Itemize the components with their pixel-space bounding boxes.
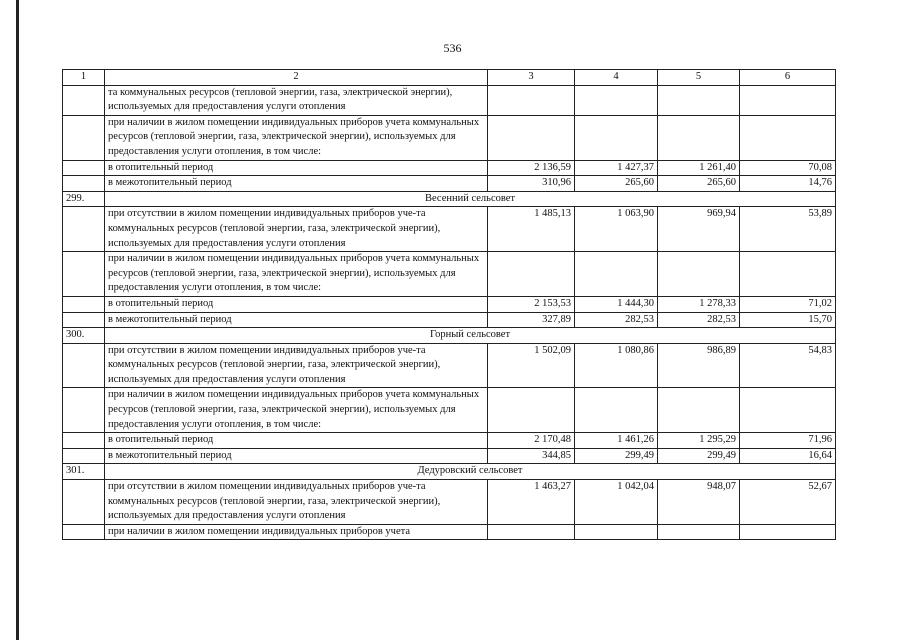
value-col-6: 70,08 xyxy=(740,160,836,176)
value-col-6 xyxy=(740,252,836,297)
value-col-4: 265,60 xyxy=(575,176,658,192)
value-col-6: 14,76 xyxy=(740,176,836,192)
row-number xyxy=(63,524,105,540)
value-col-5: 948,07 xyxy=(658,480,740,525)
section-title: Дедуровский сельсовет xyxy=(105,464,836,480)
row-number: 301. xyxy=(63,464,105,480)
value-col-4 xyxy=(575,115,658,160)
value-col-3: 2 153,53 xyxy=(488,296,575,312)
value-col-6 xyxy=(740,85,836,115)
row-number xyxy=(63,160,105,176)
value-col-4 xyxy=(575,524,658,540)
value-col-4: 1 063,90 xyxy=(575,207,658,252)
header-cell-4: 4 xyxy=(575,70,658,86)
row-description: в отопительный период xyxy=(105,296,488,312)
row-description: при наличии в жилом помещении индивидуальных приборов учета коммунальных ресурсов (тепловой энергии, газа, электрической энергии), используемых для предоставления услуги отопления, в том числе: xyxy=(105,252,488,297)
value-col-6: 71,96 xyxy=(740,433,836,449)
row-description: при наличии в жилом помещении индивидуальных приборов учета xyxy=(105,524,488,540)
value-col-3: 1 485,13 xyxy=(488,207,575,252)
value-col-3 xyxy=(488,85,575,115)
value-col-5: 986,89 xyxy=(658,343,740,388)
value-col-3: 1 502,09 xyxy=(488,343,575,388)
value-col-5: 969,94 xyxy=(658,207,740,252)
row-description: при наличии в жилом помещении индивидуальных приборов учета коммунальных ресурсов (тепловой энергии, газа, электрической энергии), используемых для предоставления услуги отопления, в том числе: xyxy=(105,115,488,160)
header-cell-5: 5 xyxy=(658,70,740,86)
value-col-6: 16,64 xyxy=(740,448,836,464)
value-col-6: 52,67 xyxy=(740,480,836,525)
table-row xyxy=(63,176,836,192)
table-row xyxy=(63,433,836,449)
value-col-5: 265,60 xyxy=(658,176,740,192)
value-col-3: 327,89 xyxy=(488,312,575,328)
tariff-table xyxy=(62,69,836,540)
row-number xyxy=(63,85,105,115)
row-number: 300. xyxy=(63,328,105,344)
table-row xyxy=(63,207,836,252)
value-col-5: 282,53 xyxy=(658,312,740,328)
value-col-6 xyxy=(740,524,836,540)
section-title-row xyxy=(63,328,836,344)
row-description: в отопительный период xyxy=(105,433,488,449)
row-description: в межотопительный период xyxy=(105,312,488,328)
value-col-4: 1 461,26 xyxy=(575,433,658,449)
row-description: в отопительный период xyxy=(105,160,488,176)
value-col-3 xyxy=(488,388,575,433)
value-col-3 xyxy=(488,252,575,297)
table-row xyxy=(63,343,836,388)
value-col-5 xyxy=(658,252,740,297)
value-col-4: 1 042,04 xyxy=(575,480,658,525)
value-col-3: 2 136,59 xyxy=(488,160,575,176)
value-col-5 xyxy=(658,388,740,433)
value-col-3 xyxy=(488,524,575,540)
row-number xyxy=(63,343,105,388)
value-col-3 xyxy=(488,115,575,160)
table-row xyxy=(63,115,836,160)
value-col-4 xyxy=(575,85,658,115)
value-col-5: 1 261,40 xyxy=(658,160,740,176)
value-col-5 xyxy=(658,115,740,160)
section-title: Горный сельсовет xyxy=(105,328,836,344)
value-col-3: 344,85 xyxy=(488,448,575,464)
row-number xyxy=(63,115,105,160)
value-col-4 xyxy=(575,252,658,297)
table-row xyxy=(63,252,836,297)
table-row xyxy=(63,312,836,328)
section-title-row xyxy=(63,191,836,207)
value-col-5 xyxy=(658,524,740,540)
section-title: Весенний сельсовет xyxy=(105,191,836,207)
page-number: 536 xyxy=(443,41,462,55)
row-description: та коммунальных ресурсов (тепловой энергии, газа, электрической энергии), используемых для предоставления услуги отопления xyxy=(105,85,488,115)
value-col-3: 310,96 xyxy=(488,176,575,192)
row-number xyxy=(63,433,105,449)
row-description: при отсутствии в жилом помещении индивидуальных приборов уче-та коммунальных ресурсов (тепловой энергии, газа, электрической энергии), используемых для предоставления услуги отопления xyxy=(105,207,488,252)
value-col-4: 299,49 xyxy=(575,448,658,464)
row-number xyxy=(63,207,105,252)
row-description: в межотопительный период xyxy=(105,448,488,464)
value-col-4: 1 427,37 xyxy=(575,160,658,176)
value-col-5: 299,49 xyxy=(658,448,740,464)
row-number xyxy=(63,388,105,433)
value-col-4: 1 444,30 xyxy=(575,296,658,312)
table-row xyxy=(63,160,836,176)
value-col-6: 71,02 xyxy=(740,296,836,312)
value-col-4: 1 080,86 xyxy=(575,343,658,388)
row-number xyxy=(63,296,105,312)
row-number xyxy=(63,252,105,297)
value-col-4: 282,53 xyxy=(575,312,658,328)
page-edge-bar xyxy=(16,0,19,640)
table-header-row xyxy=(63,70,836,86)
value-col-4 xyxy=(575,388,658,433)
value-col-5: 1 278,33 xyxy=(658,296,740,312)
value-col-6 xyxy=(740,115,836,160)
table-row xyxy=(63,296,836,312)
section-title-row xyxy=(63,464,836,480)
row-number xyxy=(63,480,105,525)
value-col-3: 1 463,27 xyxy=(488,480,575,525)
row-number xyxy=(63,176,105,192)
value-col-5 xyxy=(658,85,740,115)
table-row xyxy=(63,480,836,525)
table-row xyxy=(63,388,836,433)
header-cell-1: 1 xyxy=(63,70,105,86)
row-description: в межотопительный период xyxy=(105,176,488,192)
header-cell-6: 6 xyxy=(740,70,836,86)
row-description: при наличии в жилом помещении индивидуальных приборов учета коммунальных ресурсов (тепловой энергии, газа, электрической энергии), используемых для предоставления услуги отопления, в том числе: xyxy=(105,388,488,433)
table-row xyxy=(63,524,836,540)
value-col-3: 2 170,48 xyxy=(488,433,575,449)
row-number xyxy=(63,312,105,328)
table-row xyxy=(63,85,836,115)
row-number xyxy=(63,448,105,464)
value-col-6: 53,89 xyxy=(740,207,836,252)
row-description: при отсутствии в жилом помещении индивидуальных приборов уче-та коммунальных ресурсов (тепловой энергии, газа, электрической энергии), используемых для предоставления услуги отопления xyxy=(105,480,488,525)
header-cell-2: 2 xyxy=(105,70,488,86)
header-cell-3: 3 xyxy=(488,70,575,86)
value-col-5: 1 295,29 xyxy=(658,433,740,449)
value-col-6: 15,70 xyxy=(740,312,836,328)
table-row xyxy=(63,448,836,464)
value-col-6: 54,83 xyxy=(740,343,836,388)
row-number: 299. xyxy=(63,191,105,207)
value-col-6 xyxy=(740,388,836,433)
row-description: при отсутствии в жилом помещении индивидуальных приборов уче-та коммунальных ресурсов (тепловой энергии, газа, электрической энергии), используемых для предоставления услуги отопления xyxy=(105,343,488,388)
